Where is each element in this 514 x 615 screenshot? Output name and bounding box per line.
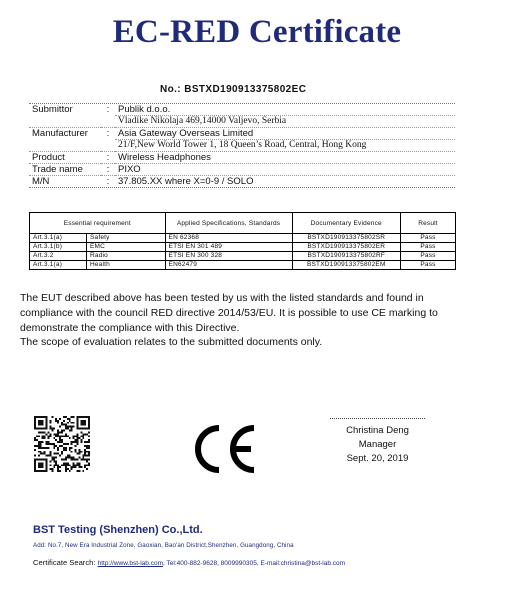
- statement-line: The scope of evaluation relates to the submitted documents only.: [20, 336, 323, 349]
- manufacturer-label: Manufacturer: [29, 128, 101, 140]
- type-cell: Radio: [87, 252, 166, 261]
- website-link[interactable]: http://www.bst-lab.com: [97, 560, 163, 567]
- evidence-cell: BSTXD190913375802EM: [292, 261, 400, 270]
- submittor-name: Publik d.o.o.: [118, 104, 171, 115]
- article-cell: Art.3.2: [30, 252, 87, 261]
- header-applied-specifications: Applied Specifications, Standards: [165, 213, 292, 234]
- company-name: BST Testing (Shenzhen) Co.,Ltd.: [33, 524, 203, 536]
- model-number-label: M/N: [29, 176, 101, 188]
- evidence-cell: BSTXD190913375802RF: [292, 252, 400, 261]
- manufacturer-address: 21/F,New World Tower 1, 18 Queen’s Road, Central, Hong Kong: [115, 140, 455, 152]
- result-cell: Pass: [401, 234, 456, 243]
- product-label: Product: [29, 152, 101, 164]
- requirements-table: [29, 212, 456, 270]
- signatory-role: Manager: [358, 439, 397, 450]
- standard-cell: EN 62368: [165, 234, 292, 243]
- search-label: Certificate Search:: [33, 558, 96, 567]
- signature-line: [330, 418, 425, 419]
- statement-line: demonstrate the compliance with this Directive.: [20, 321, 240, 334]
- table-row: [30, 261, 456, 270]
- certificate-title: EC-RED Certificate: [112, 14, 402, 50]
- signature-date: Sept. 20, 2019: [346, 453, 409, 464]
- statement-line: The EUT described above has been tested by us with the listed standards and found in: [20, 292, 424, 304]
- standard-cell: EN62479: [165, 261, 292, 270]
- result-cell: Pass: [401, 261, 456, 270]
- model-number-value: 37.805.XX where X=0-9 / SOLO: [115, 176, 455, 188]
- qr-code-icon: [34, 416, 90, 472]
- article-cell: Art.3.1(a): [30, 234, 87, 243]
- trade-name-label: Trade name: [29, 164, 101, 176]
- colon: :: [101, 128, 115, 140]
- header-documentary-evidence: Documentary Evidence: [292, 213, 400, 234]
- submittor-address: Vladike Nikolaja 469,14000 Valjevo, Serbia: [115, 116, 455, 128]
- article-cell: Art.3.1(b): [30, 243, 87, 252]
- certificate-search: [33, 558, 345, 567]
- header-essential-requirement: Essential requirement: [30, 213, 166, 234]
- contact-info: , Tel:400-882-9628, 8009990305, E-mail:christina@bst-lab.com: [162, 560, 346, 567]
- statement-line: compliance with the council RED directive 2014/53/EU. It is possible to use CE marking to: [20, 306, 438, 319]
- type-cell: Safety: [87, 234, 166, 243]
- manufacturer-name: Asia Gateway Overseas Limited: [115, 128, 455, 140]
- company-address: Add: No.7, New Era Industrial Zone, Gaoxian, Bao'an District,Shenzhen, Guangdong, China: [33, 542, 294, 549]
- compliance-statement: [20, 291, 490, 350]
- type-cell: EMC: [87, 243, 166, 252]
- applicant-info-table: [29, 103, 455, 188]
- colon: :: [101, 176, 115, 188]
- trade-name-value: PIXO: [115, 164, 455, 176]
- table-row: [30, 252, 456, 261]
- colon: :: [101, 164, 115, 176]
- certificate-number: No.: BSTXD190913375802EC: [160, 84, 307, 95]
- standard-cell: ETSI EN 301 489: [165, 243, 292, 252]
- signatory-name: Christina Deng: [346, 425, 409, 436]
- standard-cell: ETSI EN 300 328: [165, 252, 292, 261]
- header-result: Result: [401, 213, 456, 234]
- product-value: Wireless Headphones: [115, 152, 455, 164]
- signatory-block: [320, 424, 435, 466]
- colon: :: [106, 104, 110, 116]
- evidence-cell: BSTXD190913375802ER: [292, 243, 400, 252]
- evidence-cell: BSTXD190913375802SR: [292, 234, 400, 243]
- type-cell: Health: [87, 261, 166, 270]
- table-row: [30, 243, 456, 252]
- result-cell: Pass: [401, 252, 456, 261]
- ce-mark-icon: [188, 424, 260, 474]
- colon: :: [101, 152, 115, 164]
- result-cell: Pass: [401, 243, 456, 252]
- table-row: [30, 234, 456, 243]
- submittor-label: Submittor: [32, 104, 73, 116]
- article-cell: Art.3.1(a): [30, 261, 87, 270]
